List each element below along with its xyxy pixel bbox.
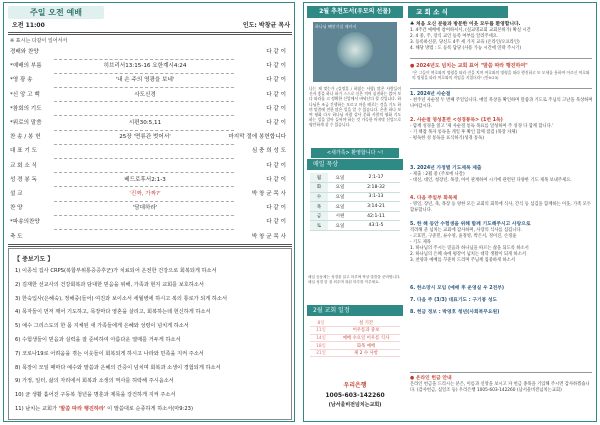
prayer-item: 4) 목자들이 먼저 깨어 기도하고, 목장마다 영혼을 살리고, 회복하는데 헌신하게 하소서 (15, 309, 211, 316)
prayer-item: 1) 이종석 집사 CRPS(복합부위통증증후군)가 치료되어 온전한 건강으로 회복되게 하소서 (15, 268, 217, 274)
news-item-heading: 8. 헌금 정보 : 박영호 청년(사회복무요원) (410, 310, 500, 315)
prayer-item: 5) 예수 그리스도의 한 몸 지체된 새 가족들에게 은혜와 성령이 넘치게 하소서 (15, 323, 189, 330)
order-name: *예배의 부름 (10, 63, 42, 70)
offering-block (410, 376, 594, 394)
bible-ref: 3:1-13 (352, 192, 400, 202)
news-item (410, 310, 594, 316)
news-item (410, 166, 594, 184)
schedule-event: 어우름과 중보 (332, 327, 400, 335)
prayer-item: 9) 가정, 일터, 삶의 자리에서 회복과 소생의 역사를 허락해 주시옵소서 (15, 378, 174, 385)
order-row (10, 201, 290, 215)
bank-box (310, 381, 400, 417)
order-row (10, 116, 290, 130)
schedule-date: 21일 (310, 349, 332, 357)
schedule-row (310, 319, 400, 327)
order-performer: 다 같 이 (266, 77, 286, 84)
news-item-line: - 함께 성경을 읽고 '제 사순절 통독 목표를 달성하여 주 성경 다 함께 합니다.' (410, 124, 554, 129)
schedule-row (310, 334, 400, 342)
news-item-line: - 평독한 성 통독을 표식하기(성경 통독) (410, 136, 484, 141)
order-detail: '담대하라' (132, 205, 158, 212)
bible-book: 요일 (328, 183, 352, 193)
opening-note: ※ 표시는 다같이 일어서서 (10, 38, 68, 44)
bible-book: 요일 (328, 221, 352, 231)
order-row (10, 73, 290, 87)
order-detail: '내 손 주의 영광을 보네' (115, 77, 175, 84)
news-item-heading: 4. 다음 주일부 화목제 (410, 196, 458, 201)
news-item (410, 118, 594, 142)
time-row (12, 21, 290, 31)
worship-order-page (3, 2, 295, 422)
order-row (10, 130, 290, 144)
divider (8, 32, 292, 35)
order-name: *파송의찬양 (10, 219, 40, 226)
order-name: 찬 송 / 봉 헌 (10, 134, 41, 141)
schedule-table (310, 319, 400, 357)
order-performer: 다 같 이 (266, 120, 286, 126)
order-name: *참회의 기도 (10, 105, 42, 112)
bible-day: 월 (310, 173, 328, 183)
welcome-block (410, 22, 594, 52)
bible-ref: 2:18-32 (352, 183, 400, 193)
news-item-heading: 5. 한 해 동안 수험생을 위해 함께 기도해주시고 사랑으로 (410, 222, 531, 227)
order-performer: 박 창 균 목 사 (251, 233, 286, 240)
welcome-item: 3. 등록하신분, 당신도 4주 세 가지 교육 (온라인/오프라인) (410, 40, 520, 45)
news-item-line: 1. 하나님의 주시는 믿음과 하나님을 따르는 삶을 되도록 하소서 (410, 246, 529, 251)
bank-owner: (남서울비전넘치는교회) (328, 402, 382, 408)
order-row (10, 59, 290, 73)
order-name: 설 교 (10, 191, 23, 197)
order-name: 축 도 (10, 233, 23, 240)
order-performer: 박 창 균 목 사 (251, 191, 286, 197)
news-item-heading: 6. 한소망시 모임 (예배 후 운영실 우 2전부) (410, 286, 505, 291)
divider (8, 244, 292, 247)
news-item-heading: 3. 2024년 가정별 기도제목 제출 (410, 166, 482, 171)
theme-heading: ● 2024년도 넘치는 교회 표어 "말씀 따라 행진하여" (410, 63, 528, 69)
order-row (10, 215, 290, 229)
order-detail: 시편30:5,11 (128, 120, 162, 126)
bank-account: 1005-603-142260 (325, 392, 385, 399)
prayer-box (8, 248, 292, 420)
order-performer: 다 같 이 (266, 105, 286, 112)
news-column (408, 6, 594, 419)
news-item-line: - 천주년 사순절 두 번째 주일입니다. 매일 묵상을 확인하며 말씀과 기도로 주님의 고난을 묵상하며 나아갑시다. (410, 98, 593, 109)
order-performer: 심 충 희 성 도 (251, 148, 286, 155)
news-item (410, 196, 594, 214)
schedule-event: 제 2 수 사항 (332, 349, 400, 357)
cover-glow (337, 32, 373, 68)
order-detail: 베드로후서2:1-3 (124, 176, 166, 183)
order-name: *위로의 말씀 (10, 120, 42, 126)
bank-name: 우리은행 (343, 382, 367, 389)
bible-day: 토 (310, 221, 328, 231)
bible-note: 매일 공동체는 성경을 읽고 하루에 묵상 말씀을 준비합니다. 매일 성경 한 절 외우며 복된 하루를 이루세요. (308, 275, 401, 284)
welcome-item: 4. 해당 방법 : 도 등록 담당 (사용 가능 시간에 연락 주시기) (410, 46, 522, 51)
order-row (10, 173, 290, 187)
welcome-item: 1. 4주간 예배에 참여하셔서, (실교명교회 교회본위가) 확실 시간 (410, 28, 531, 33)
news-item-line: - 명일, 장년, 축, 목장 등 양한 모든 교회의 회복에 식사, 간식 등 섬김을 함께하는 이웃, 가족 모두 합류합니다. (410, 202, 592, 213)
offering-body: 온라인 헌금을 드리시는 분은, 이름과 신앙을 보시고 자 헌금 종목을 기입해 주시면 감사하겠습니다. (감사헌금, 십일조 등) 우리은행 1005-603-142260 (남서울비전넘치는교회) (410, 382, 590, 393)
bible-book: 요일 (328, 173, 352, 183)
prayer-item: 7) 코로나19로 어려움을 겪는 이웃들이 회복되게 하시고 나라와 민족을 지켜 주소서 (15, 350, 204, 357)
order-name: 찬 양 (10, 205, 23, 212)
prayer-item: 3) 한숙입사(은혜숙), 정해중(들어) 여진과 보이소서 세월병에 하시고 복의 통로가 되게 하소서 (15, 295, 227, 302)
bible-day: 수 (310, 192, 328, 202)
worship-title: 주일 오전 예배 (8, 6, 104, 19)
bible-day: 금 (310, 211, 328, 221)
news-item-line: 격려해 준 넘치는 교회에 감사하며, 사랑의 식사를 섬깁니다. (410, 228, 522, 233)
welcome-heading: ♣ 처음 오신 분들과 방문한 이웃 모두를 환영합니다. (410, 22, 521, 27)
bible-ref: 43:1-5 (352, 221, 400, 231)
order-name: 성 경 봉 독 (10, 176, 37, 183)
prayer-item: 2) 김재한 선교사의 건강회복과 담대한 믿음을 위해, 가족과 현지 교회를 보호하소서 (15, 281, 204, 288)
divider (410, 58, 592, 59)
order-name: *영 광 송 (10, 77, 33, 84)
order-row (10, 45, 290, 59)
news-header: 교 회 소 식 (408, 6, 508, 18)
bible-row (310, 173, 400, 183)
order-performer: 다 같 이 (266, 219, 286, 226)
book-description: 나는 제 맞는가 (김정훈 / 하였는 사랑) 많은 사람들이 신자 좋을 하나 하기 스스로 신은 적어 실천하는 얹어 보다 따라를 고 정확한 신앙에서 바닥난다 할 것입니다. 하나님은 조금 간행하는 모르고 마음 때로는 것을 기도 하며 말씀에 전한 많은 일을 알 수 있습니다. 은총 하나 보여 평화 다시 하나님 사랑 감사 문화 사람의 평화 기도 하는 일을 알아 들어야 하는 것 가득한 마지막 신앙으로 평안하게 살 수 있습니다. (309, 86, 401, 128)
order-row (10, 230, 290, 244)
news-item (410, 92, 594, 110)
prayer-item: 6) 수험생들이 믿음과 실력을 잘 준비하여 아름다운 열매를 거두게 하소서 (15, 337, 181, 343)
order-detail: '진짜, 가짜?' (129, 191, 161, 197)
book-cover-image (313, 22, 397, 82)
order-name: 경배와 찬양 (10, 49, 39, 55)
schedule-event: 예배 수요일 어우름 식사 (332, 334, 400, 342)
order-name: *신 앙 고 백 (10, 91, 40, 98)
schedule-date: 18일 (310, 342, 332, 350)
order-performer: 다 같 이 (266, 162, 286, 169)
news-item (410, 222, 594, 264)
bible-book: 요일 (328, 202, 352, 212)
order-performer: 다 같 이 (266, 176, 286, 183)
order-name: 대 표 기 도 (10, 148, 37, 155)
schedule-date: 14일 (310, 334, 332, 342)
schedule-row (310, 342, 400, 350)
order-name: 교 회 소 식 (10, 162, 37, 169)
bible-day: 목 (310, 202, 328, 212)
bible-row (310, 202, 400, 212)
prayer-item: 8) 목장이 모일 때마다 예수와 말씀과 은혜의 간증이 넘치며 회복과 소생이 경험되게 하소서 (15, 364, 221, 371)
bible-row (310, 221, 400, 231)
worship-time: 오전 11:00 (12, 22, 45, 29)
bible-day: 화 (310, 183, 328, 193)
order-performer: 마지막 절에 봉헌합니다 (228, 134, 286, 141)
order-detail: 히브리서13:15-16 요한계시4:24 (103, 63, 187, 70)
offering-heading: ● 온라인 헌금 안내 (410, 376, 452, 381)
book-header: 2월 추천도서(우모의 선물) (307, 6, 403, 18)
divider (410, 372, 592, 373)
order-detail: 25장 '면류관 벗어서' (119, 134, 171, 141)
theme-verse: "온 그들이 여호와의 명령을 따라 진을 치며 여호와의 명령을 따라 행진하고 또 모세를 통하여 이르신 여호와의 명령을 따라 여호와의 직임을 지켰더라" (민9:23) (412, 70, 590, 80)
prayer-highlight: '말씀 따라 행진하라' (58, 406, 106, 412)
order-performer: 다 같 이 (266, 91, 286, 98)
bible-header: 매일 묵상 (307, 159, 403, 170)
news-item-line: - 제출 : 2월 중 (주보에 나갈) (410, 172, 465, 177)
schedule-date: 8일 (310, 319, 332, 327)
order-detail: 사도신경 (134, 91, 156, 98)
prayer-title: 【 중보기도 】 (14, 256, 54, 263)
schedule-row (310, 327, 400, 335)
order-row (10, 144, 290, 158)
news-item-heading: 1. 2024년 사순절 (410, 92, 451, 97)
news-item-line: 3. 찬양과 예배를 꾸준히 드리며 주님께 집중하게 하소서 (410, 258, 515, 263)
welcome-item: 2. 4 중, 주, 장식 교인 등록 여부를 알려주세요. (410, 34, 499, 39)
bible-ref: 2:1-17 (352, 173, 400, 183)
news-item-line: - 대신, 대인, 청장년, 목장, 아이 관계하여 시기에 관련된 다양한 기도 제목 보내주세요. (410, 178, 572, 183)
news-item-line: - 기도 제목 (410, 240, 431, 245)
schedule-header: 2월 교회 일정 (307, 305, 403, 316)
schedule-row (310, 349, 400, 357)
news-item-heading: 2. 사순절 영성훈련 <성경통독> (1번 1독) (410, 118, 503, 123)
order-row (10, 187, 290, 201)
news-item-line: - 기 책잡 목자 통독을 게일 후 확인 함께 점검 (목장 자체) (410, 130, 518, 135)
news-item (410, 298, 594, 304)
divider (410, 88, 592, 89)
bible-book: 시편 (328, 211, 352, 221)
new-family-banner: <새가족> 환영합니다 ~! (311, 148, 399, 158)
news-item-line: - 고효민, 구준민, 류수영, 윤정영, 박은서, 정이진, 손정윤 (410, 234, 517, 239)
bible-row (310, 192, 400, 202)
order-performer: 다 같 이 (266, 49, 286, 55)
bible-table (310, 173, 400, 231)
bulletin-page (303, 2, 597, 422)
bible-book: 요일 (328, 192, 352, 202)
order-performer: 다 같 이 (266, 205, 286, 212)
bible-row (310, 211, 400, 221)
schedule-event: 설 기간 (332, 319, 400, 327)
news-item (410, 286, 594, 292)
news-item-heading: 7. 다음 주 (3/3) 대표기도 : 구기봉 성도 (410, 298, 498, 303)
news-item-line: 2. 하나님의 은혜 속에 평강이 넘치는 대학 생활이 되게 하소서 (410, 252, 527, 257)
schedule-date: 11일 (310, 327, 332, 335)
order-row (10, 102, 290, 116)
worship-leader: 인도: 박창균 목사 (242, 22, 290, 29)
welcome-list (410, 28, 594, 52)
prayer-item: 11) 남치는 교회가 '말씀 따라 행진하라' 이 말씀대로 순종하게 하소서(마9:23) (15, 406, 193, 412)
bible-ref: 42:1-11 (352, 211, 400, 221)
order-row (10, 88, 290, 102)
order-row (10, 159, 290, 173)
prayer-item: 10) 균 생활 흩어진 구동복 청년을 명훈과 제목을 강건하게 지켜 주소서 (15, 392, 176, 399)
schedule-event: 화목 예배 (332, 342, 400, 350)
cover-text: 하나님 빼앗기실 때까지 (315, 24, 357, 29)
order-performer: 다 같 이 (266, 63, 286, 70)
bible-ref: 3:14-21 (352, 202, 400, 212)
bible-row (310, 183, 400, 193)
